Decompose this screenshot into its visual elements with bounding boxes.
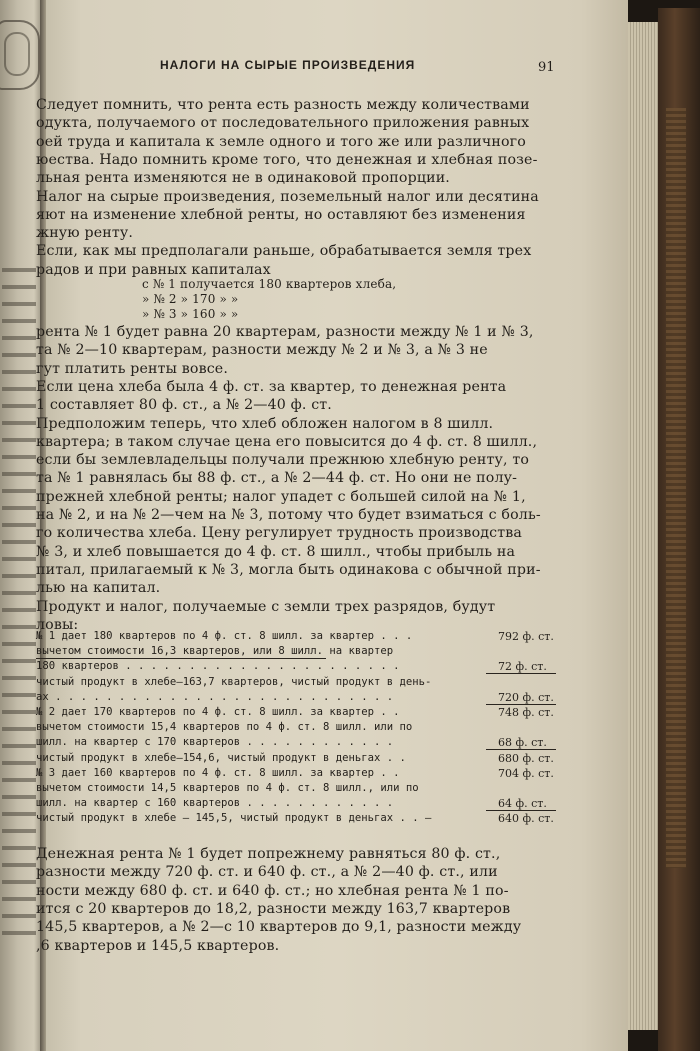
text-line: если бы землевладельцы получали прежнюю хлебную ренту, то: [36, 452, 530, 469]
text-line: Если, как мы предполагали раньше, обрабатывается земля трех: [36, 243, 532, 260]
text-line: питал, прилагаемый к № 3, могла быть одинакова с обычной при-: [36, 561, 541, 578]
table-row-amount: 64 ф. ст.: [498, 797, 547, 811]
text-line: Если цена хлеба была 4 ф. ст. за квартер, то денежная рента: [36, 378, 507, 395]
book-cover-edge: [658, 8, 700, 1051]
left-page-ornament: [0, 20, 40, 90]
text-line: 145,5 квартеров, а № 2—с 10 квартеров до 9,1, разности между: [36, 919, 522, 936]
table-row-text: № 3 дает 160 квартеров по 4 ф. ст. 8 шилл. за квартер . .: [36, 766, 400, 779]
table-rule: [486, 810, 556, 811]
text-line: на № 2, и на № 2—чем на № 3, потому что будет взиматься с боль-: [36, 507, 541, 523]
text-line: Денежная рента № 1 будет попрежнему равняться 80 ф. ст.,: [36, 846, 501, 862]
table-row-text: вычетом стоимости 16,3 квартеров, или 8 шилл. на квартер: [36, 645, 394, 658]
text-line: Предположим теперь, что хлеб обложен налогом в 8 шилл.: [36, 415, 494, 432]
text-line: та № 1 равнялась бы 88 ф. ст., а № 2—44 ф. ст. Но они не полу-: [36, 470, 518, 487]
text-line: юества. Надо помнить кроме того, что денежная и хлебная позе-: [36, 151, 538, 168]
running-head: НАЛОГИ НА СЫРЫЕ ПРОИЗВЕДЕНИЯ: [160, 58, 416, 72]
text-line: гут платить ренты вовсе.: [36, 360, 229, 377]
text-line: ,6 квартеров и 145,5 квартеров.: [36, 937, 280, 954]
text-line: рента № 1 будет равна 20 квартерам, разности между № 1 и № 3,: [36, 324, 534, 340]
table-row-text: 180 квартеров . . . . . . . . . . . . . . . . . . . . . .: [36, 660, 400, 673]
table-rule: [486, 749, 556, 750]
yield-row: с № 1 получается 180 квартеров хлеба,: [142, 277, 397, 291]
text-line: оей труда и капитала к земле одного и того же или различного: [36, 133, 526, 150]
text-line: ится с 20 квартеров до 18,2, разности между 163,7 квартеров: [36, 900, 511, 917]
table-row-text: чистый продукт в хлебе—163,7 квартеров, чистый продукт в день-: [36, 675, 432, 688]
table-row-amount: 720 ф. ст.: [498, 690, 554, 704]
text-line: жную ренту.: [36, 225, 134, 242]
text-line: Налог на сырые произведения, поземельный налог или десятина: [36, 188, 539, 205]
left-page-edge: [0, 0, 40, 1051]
table-row-amount: 748 ф. ст.: [498, 706, 554, 719]
page-number: 91: [538, 60, 555, 75]
text-line: квартера; в таком случае цена его повысится до 4 ф. ст. 8 шилл.,: [36, 433, 538, 450]
table-row-text: № 1 дает 180 квартеров по 4 ф. ст. 8 шилл. за квартер . . .: [36, 630, 413, 642]
text-line: ловы:: [36, 616, 79, 633]
text-line: прежней хлебной ренты; налог упадет с большей силой на № 1,: [36, 488, 526, 505]
yield-row: » № 3 » 160 » »: [142, 307, 239, 321]
page-stack-edges: [628, 22, 658, 1030]
table-row-amount: 68 ф. ст.: [498, 736, 547, 750]
left-page-text-fragments: [2, 268, 36, 948]
table-row-text: вычетом стоимости 15,4 квартеров по 4 ф. ст. 8 шилл. или по: [36, 721, 413, 734]
text-line: радов и при равных капиталах: [36, 261, 271, 278]
text-line: го количества хлеба. Цену регулирует трудность производства: [36, 525, 522, 542]
table-row-text: шилл. на квартер с 160 квартеров . . . . . . . . . . . .: [36, 797, 394, 810]
table-row-amount: 792 ф. ст.: [498, 630, 554, 643]
text-line: льная рента изменяются не в одинаковой пропорции.: [36, 170, 450, 187]
text-line: та № 2—10 квартерам, разности между № 2 и № 3, а № 3 не: [36, 342, 488, 359]
text-line: 1 составляет 80 ф. ст., а № 2—40 ф. ст.: [36, 397, 332, 414]
text-line: разности между 720 ф. ст. и 640 ф. ст., а № 2—40 ф. ст., или: [36, 864, 498, 881]
text-line: ности между 680 ф. ст. и 640 ф. ст.; но хлебная рента № 1 по-: [36, 882, 509, 899]
table-row-text: вычетом стоимости 14,5 квартеров по 4 ф. ст. 8 шилл., или по: [36, 782, 419, 794]
table-row-amount: 72 ф. ст.: [498, 660, 547, 674]
table-rule: [486, 704, 556, 705]
text-line: Следует помнить, что рента есть разность между количествами: [36, 97, 530, 113]
table-row-text: № 2 дает 170 квартеров по 4 ф. ст. 8 шилл. за квартер . .: [36, 706, 400, 718]
table-row-amount: 680 ф. ст.: [498, 751, 554, 765]
table-row-text: шилл. на квартер с 170 квартеров . . . . . . . . . . . .: [36, 736, 394, 749]
table-row-text: ах . . . . . . . . . . . . . . . . . . . . . . . . . . .: [36, 690, 394, 703]
text-line: лью на капитал.: [36, 580, 161, 597]
table-row-text: чистый продукт в хлебе—154,6, чистый продукт в деньгах . .: [36, 751, 406, 764]
text-line: одукта, получаемого от последовательного приложения равных: [36, 115, 530, 132]
text-line: № 3, и хлеб повышается до 4 ф. ст. 8 шилл., чтобы прибыль на: [36, 543, 516, 560]
table-rule: [486, 673, 556, 674]
table-rule: [36, 658, 326, 659]
yield-row: » № 2 » 170 » »: [142, 292, 239, 306]
table-row-text: чистый продукт в хлебе — 145,5, чистый продукт в деньгах . . —: [36, 812, 432, 825]
table-row-amount: 640 ф. ст.: [498, 812, 554, 826]
book-page: [36, 0, 628, 1051]
table-row-amount: 704 ф. ст.: [498, 766, 554, 780]
text-line: Продукт и налог, получаемые с земли трех разрядов, будут: [36, 598, 496, 615]
text-line: яют на изменение хлебной ренты, но оставляют без изменения: [36, 206, 526, 223]
